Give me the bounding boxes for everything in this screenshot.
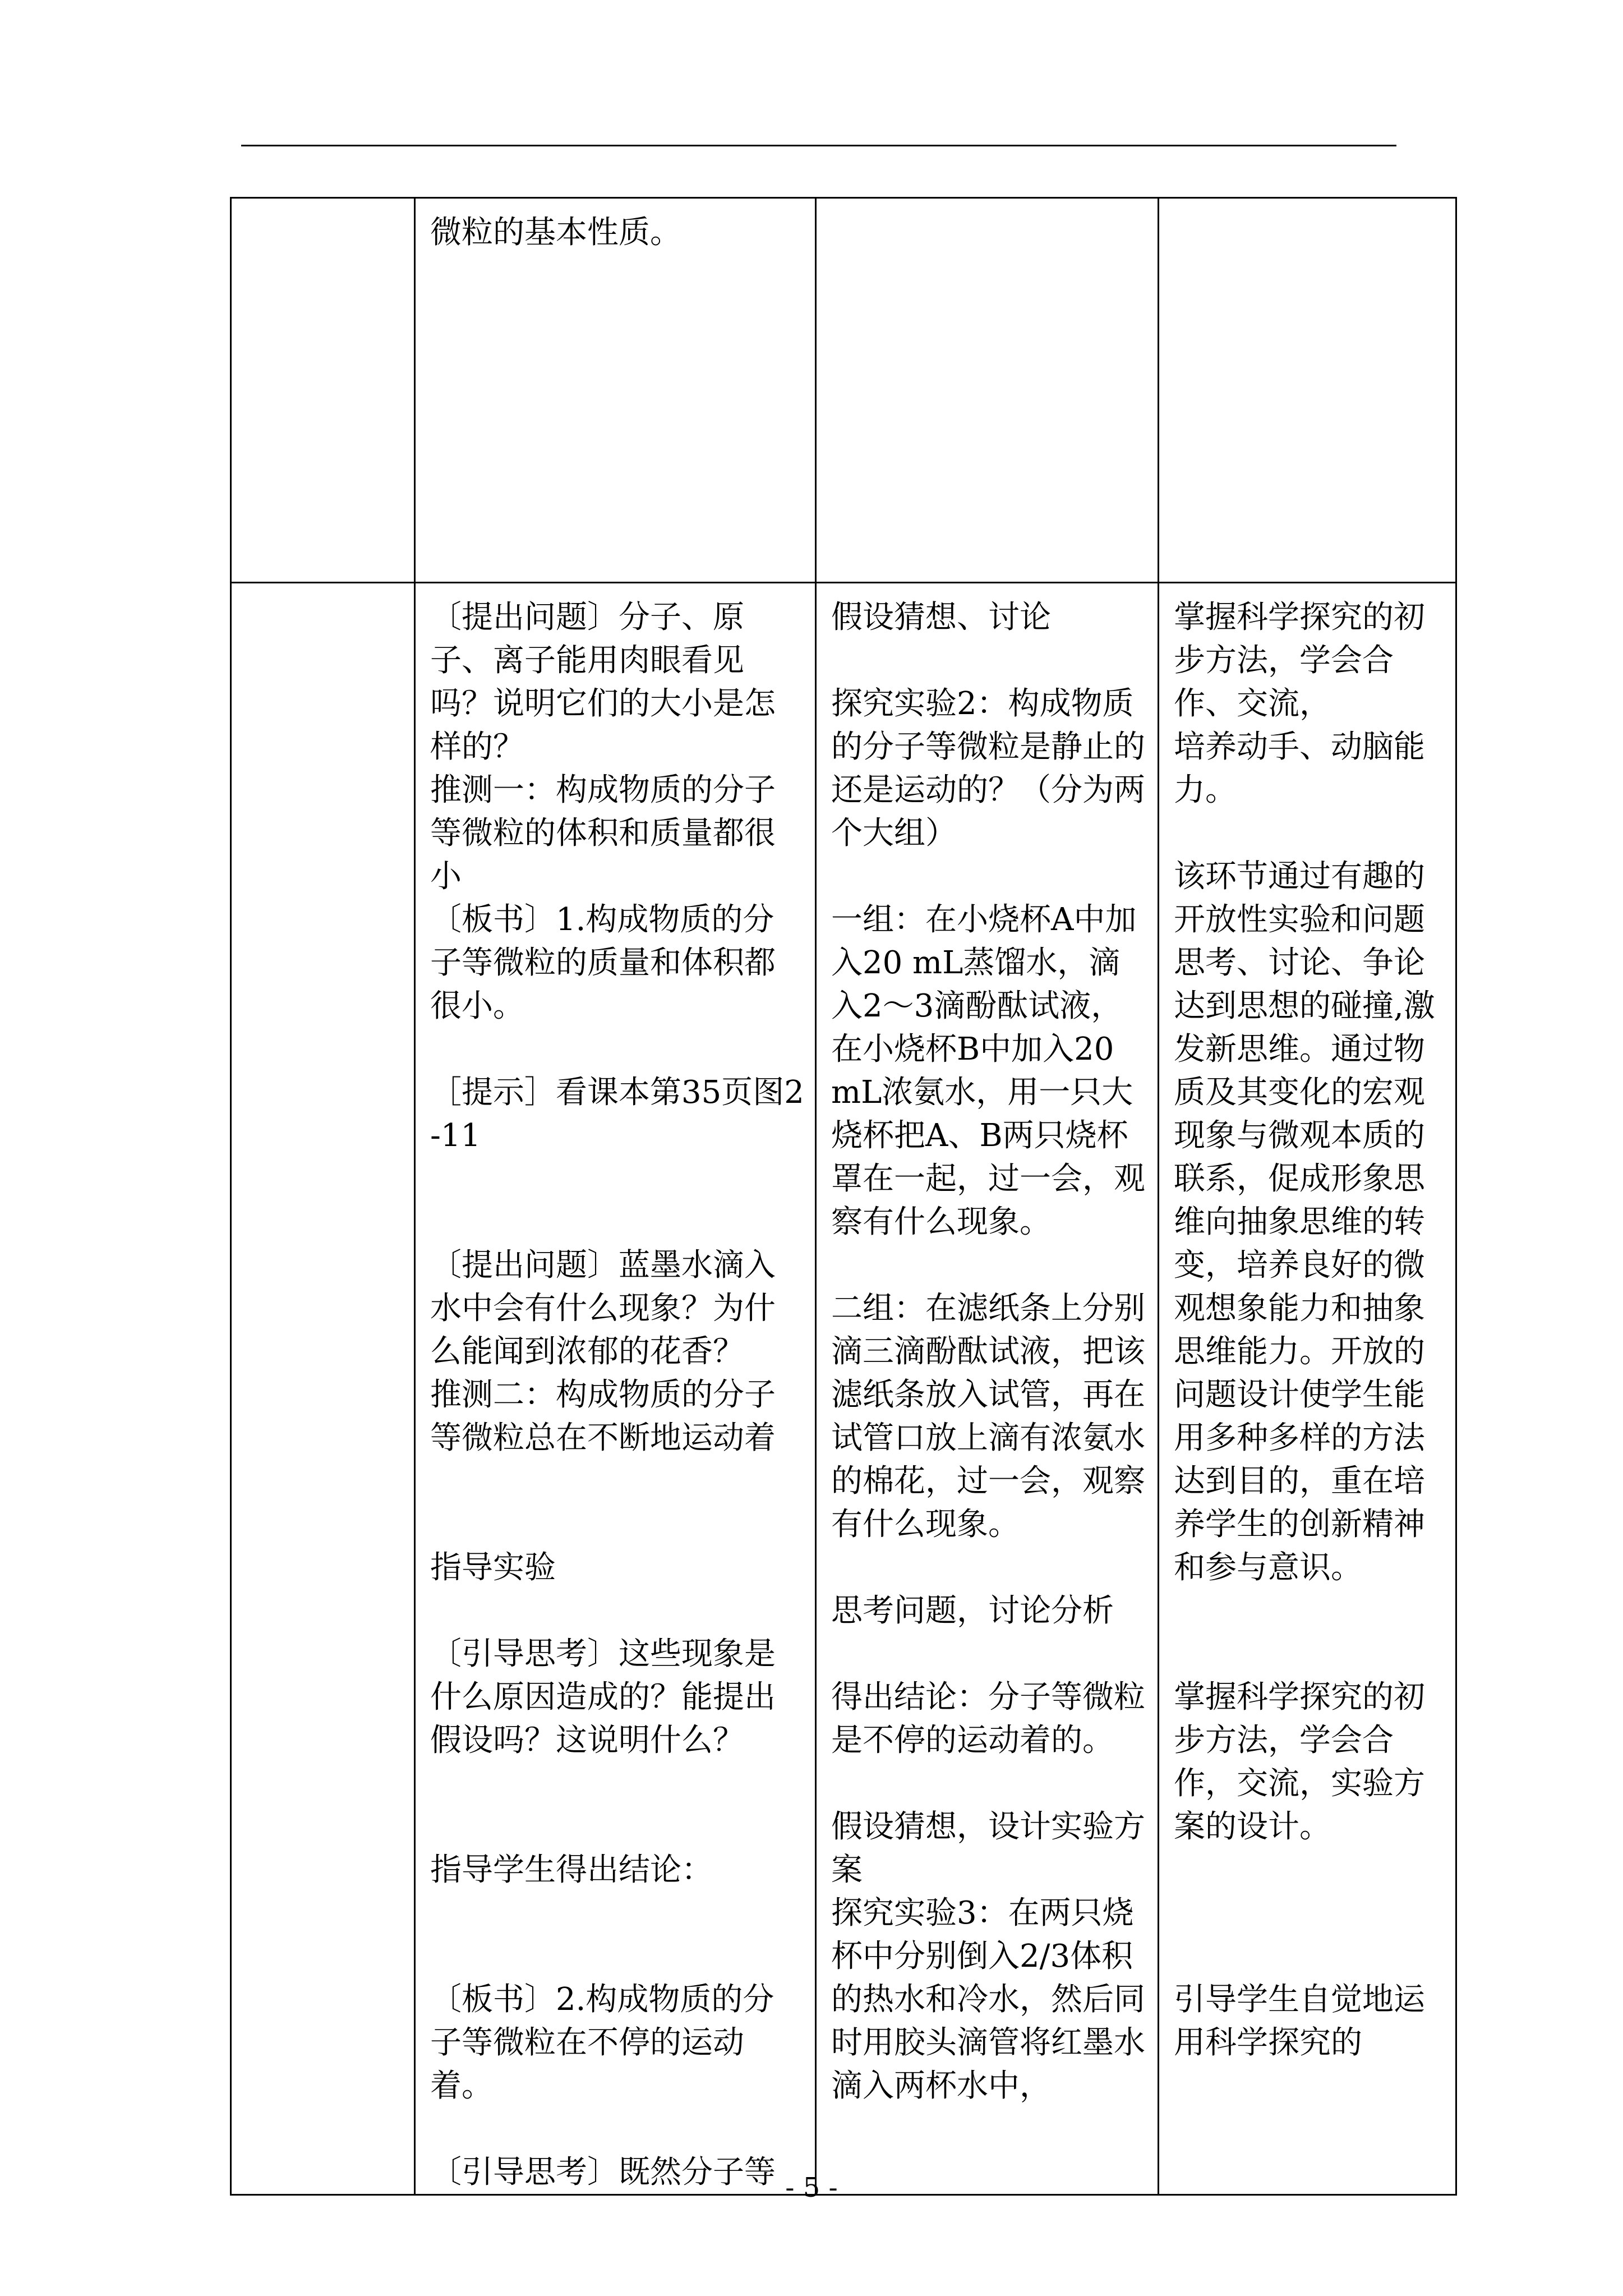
design-intent-cell: [1159, 198, 1456, 583]
cell-paragraph: [1174, 1589, 1445, 1632]
cell-paragraph: [430, 1157, 805, 1200]
cell-paragraph: [430, 1762, 805, 1805]
cell-paragraph: 掌握科学探究的初步方法，学会合作、交流，: [1174, 599, 1425, 722]
cell-paragraph: 探究实验3：在两只烧杯中分别倒入2/3体积的热水和冷水，然后同时用胶头滴管将红墨水滴入两杯水中，: [831, 1895, 1145, 2104]
cell-paragraph: [1174, 1632, 1445, 1676]
cell-paragraph: 〔提出问题〕分子、原子、离子能用肉眼看见吗？说明它们的大小是怎样的？: [430, 599, 776, 765]
cell-paragraph: 〔引导思考〕这些现象是什么原因造成的？能提出假设吗？这说明什么？: [430, 1636, 776, 1759]
cell-paragraph: 指导实验: [430, 1549, 556, 1586]
stage-cell: [231, 198, 415, 583]
stage-cell: [231, 583, 415, 2195]
cell-paragraph: 推测一：构成物质的分子等微粒的体积和质量都很小: [430, 772, 776, 895]
cell-paragraph: [831, 1244, 1147, 1287]
cell-paragraph: 二组：在滤纸条上分别滴三滴酚酞试液，把该滤纸条放入试管，再在试管口放上滴有浓氨水的棉花，过一会，观察有什么现象。: [831, 1290, 1145, 1543]
lesson-plan-table: [230, 197, 1457, 2196]
cell-paragraph: [430, 1935, 805, 1978]
cell-paragraph: [430, 1460, 805, 1503]
cell-paragraph: [831, 855, 1147, 898]
cell-paragraph: 〔板书〕1.构成物质的分子等微粒的质量和体积都很小。: [430, 901, 776, 1024]
cell-paragraph: [1174, 1892, 1445, 1935]
cell-paragraph: [831, 639, 1147, 682]
cell-paragraph: 一组：在小烧杯A中加入20 mL蒸馏水，滴入2～3滴酚酞试液，在小烧杯B中加入20 mL浓氨水，用一只大烧杯把A、B两只烧杯罩在一起，过一会，观察有什么现象。: [831, 901, 1145, 1240]
cell-paragraph: 微粒的基本性质。: [430, 214, 681, 251]
cell-paragraph: 得出结论：分子等微粒是不停的运动着的。: [831, 1679, 1145, 1759]
teacher-activity-cell: [415, 583, 816, 2195]
cell-paragraph: 推测二：构成物质的分子等微粒总在不断地运动着: [430, 1377, 776, 1456]
cell-paragraph: [430, 1200, 805, 1244]
cell-paragraph: 引导学生自觉地运用科学探究的: [1174, 1981, 1425, 2061]
cell-paragraph: 该环节通过有趣的开放性实验和问题思考、讨论、争论达到思想的碰撞,激发新思维。通过物质及其变化的宏观现象与微观本质的联系，促成形象思维向抽象思维的转变，培养良好的微观想象能力和抽象思维能力。开放的问题设计使学生能用多种多样的方法达到目的，重在培养学生的创新精神和参与意识。: [1174, 858, 1435, 1586]
cell-paragraph: [430, 2108, 805, 2151]
table-row: [231, 583, 1456, 2195]
design-intent-cell: [1159, 583, 1456, 2195]
cell-paragraph: 掌握科学探究的初步方法，学会合作，交流，实验方案的设计。: [1174, 1679, 1425, 1845]
cell-paragraph: [831, 1762, 1147, 1805]
cell-paragraph: 思考问题，讨论分析: [831, 1593, 1114, 1629]
cell-paragraph: [430, 1892, 805, 1935]
cell-paragraph: 〔板书〕2.构成物质的分子等微粒在不停的运动着。: [430, 1981, 774, 2104]
student-activity-cell: [816, 198, 1159, 583]
cell-paragraph: 指导学生得出结论：: [430, 1852, 713, 1888]
cell-paragraph: [430, 1028, 805, 1071]
cell-paragraph: [831, 1546, 1147, 1589]
table-row: [231, 198, 1456, 583]
cell-paragraph: ［提示］看课本第35页图2-11: [430, 1074, 804, 1154]
cell-paragraph: [1174, 812, 1445, 855]
header-rule: [241, 145, 1396, 146]
cell-paragraph: [430, 1503, 805, 1546]
cell-paragraph: 假设猜想，设计实验方案: [831, 1809, 1145, 1888]
page-number: - 5 -: [785, 2172, 838, 2203]
student-activity-cell: [816, 583, 1159, 2195]
cell-paragraph: [831, 1632, 1147, 1676]
cell-paragraph: [430, 1805, 805, 1848]
cell-paragraph: 〔提出问题〕蓝墨水滴入水中会有什么现象？为什么能闻到浓郁的花香？: [430, 1247, 776, 1370]
cell-paragraph: [430, 1589, 805, 1632]
teacher-activity-cell: [415, 198, 816, 583]
cell-paragraph: 培养动手、动脑能力。: [1174, 729, 1425, 808]
cell-paragraph: 〔引导思考〕既然分子等: [430, 2154, 776, 2191]
cell-paragraph: [1174, 1848, 1445, 1892]
cell-paragraph: 探究实验2：构成物质的分子等微粒是静止的还是运动的？（分为两个大组）: [831, 685, 1145, 852]
cell-paragraph: 假设猜想、讨论: [831, 599, 1051, 636]
cell-paragraph: [1174, 1935, 1445, 1978]
